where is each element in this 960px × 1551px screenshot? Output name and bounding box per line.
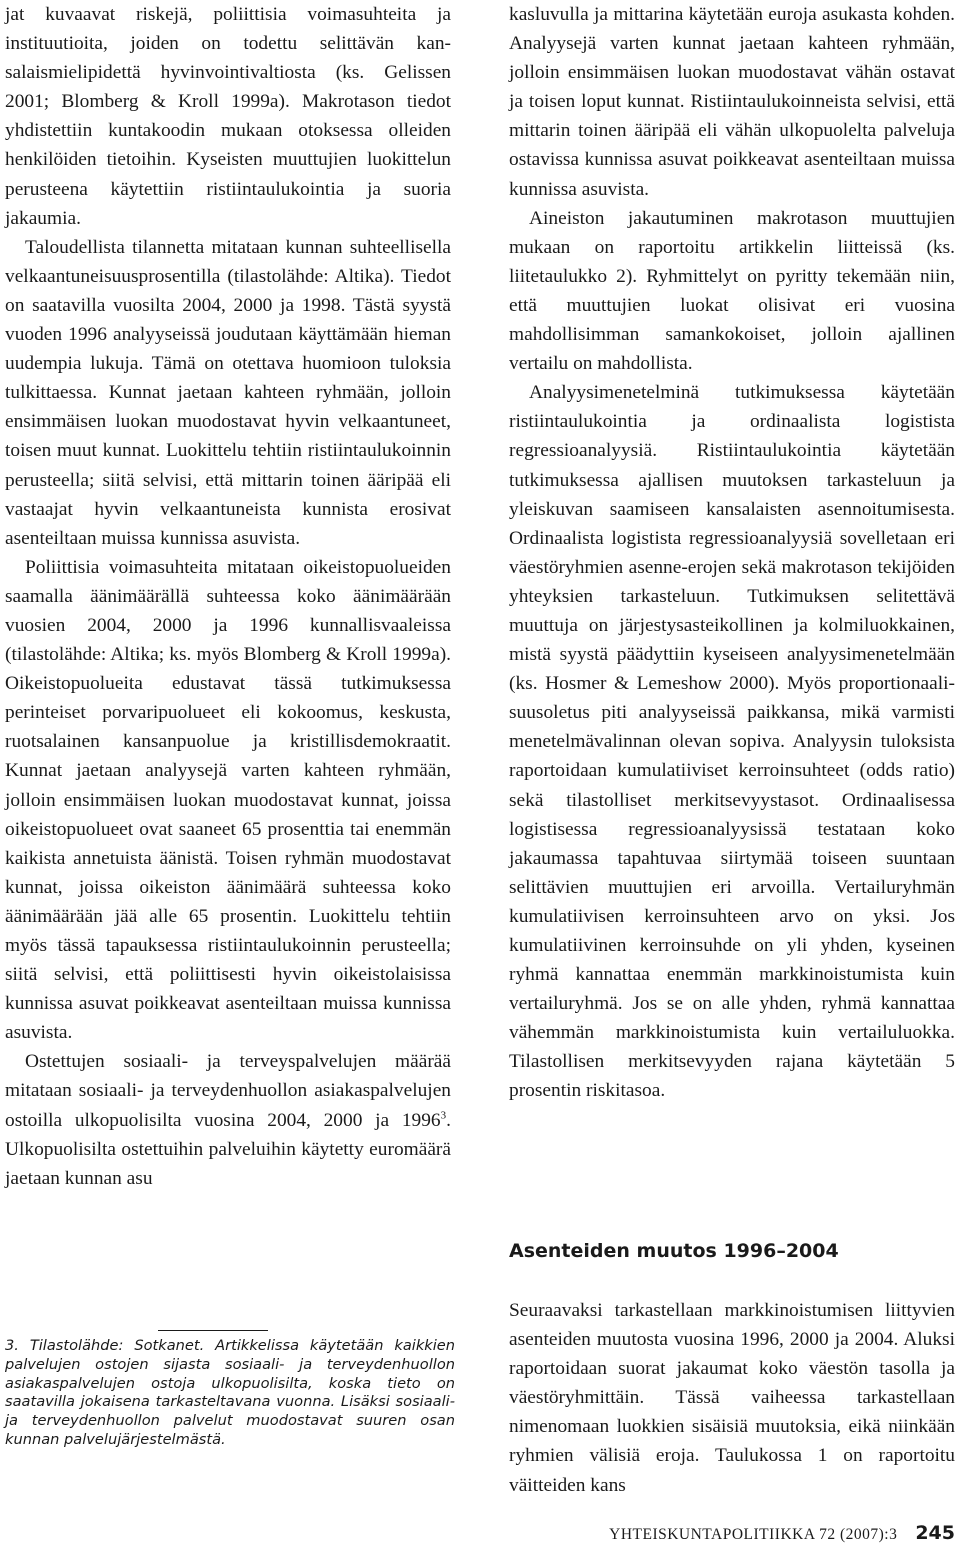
footnote-number: 3. [5, 1337, 19, 1354]
footnote-divider [158, 1330, 268, 1331]
page-number: 245 [915, 1522, 955, 1544]
right-column-section [509, 1296, 955, 1500]
paragraph: Seuraavaksi tarkastellaan markkinoistumisen liittyvien asenteiden muutosta vuosina 1996, 2000 ja 2004. Aluksi raportoidaan suorat jakaumat koko väestön tasolla ja väestöryhmittäin. Tässä vaiheessa tarkastellaan nimenomaan luokkien sisäisiä muutoksia, eikä niinkään ryhmien välisiä eroja. Taulukossa 1 on raportoitu väitteiden kans [509, 1300, 955, 1496]
footnote-text: Tilastolähde: Sotkanet. Artikkelissa käytetään kaikkien palvelujen ostojen sijasta sosiaali- ja terveydenhuollon asiakaspalvelujen ostoja ulkopuolisilta, koska tieto on saatavilla jokaisena tarkasteltavana vuonna. Lisäksi sosiaali- ja terveydenhuollon palvelut muodostavat suuren osan kunnan palvelujärjestelmästä. [5, 1337, 456, 1448]
journal-name: YHTEISKUNTAPOLITIIKKA 72 (2007):3 [609, 1526, 898, 1543]
section-heading: Asenteiden muutos 1996–2004 [509, 1240, 839, 1262]
paragraph: kasluvulla ja mittarina käytetään euroja asukasta kohden. Analyysejä varten kunnat jaetaan kahteen ryhmään, jolloin ensimmäisen luokan muodostavat vähän ostavat ja toisen loput kunnat. Ristiintaulukoinneista selvisi, että mittarin toinen ääripää eli vähän ulkopuolelta palveluja ostavissa kunnissa asuvat poikkeavat asenteiltaan muissa kunnissa asuvista. [509, 4, 955, 200]
paragraph: jat kuvaavat riskejä, poliittisia voimasuhteita ja instituutioita, joiden on todettu selittävän kansalaismielipidettä hyvinvointivaltiosta (ks. Gelissen 2001; Blomberg & Kroll 1999a). Makrotason tiedot yhdistettiin kuntakoodin mukaan otoksessa olleiden henkilöiden tietoihin. Kyseisten muuttujien luokittelun perusteena käytettiin ristiintaulukointia ja suoria jakaumia. [5, 4, 451, 229]
paragraph: Taloudellista tilannetta mitataan kunnan suhteellisella velkaantuneisuusprosentilla (tilastolähde: Altika). Tiedot on saatavilla vuosilta 2004, 2000 ja 1998. Tästä syystä vuoden 1996 analyyseissä joudutaan käyttämään hieman uudempia lukuja. Tämä on otettava huomioon tuloksia tulkittaessa. Kunnat jaetaan kahteen ryhmään, jolloin ensimmäisen luokan muodostavat hyvin velkaantuneet, toisen muut kunnat. Luokittelu tehtiin ristiintaulukoinnin perusteella; siitä selvisi, että mittarin toinen ääripää eli vastaajat hyvin velkaantuneista kunnista erosivat asenteiltaan muissa kunnissa asuvista. [5, 236, 451, 549]
right-column [509, 0, 955, 1106]
footnote [5, 1337, 455, 1450]
paragraph-text: Ostettujen sosiaali- ja terveyspalvelujen määrää mitataan sosiaali- ja terveydenhuollon asiakaspalvelujen ostoilla ulkopuolisilta vuosina 2004, 2000 ja 1996 [5, 1051, 451, 1131]
paragraph-text: . Ulkopuolisilta ostettuihin palveluihin käytetty euromäärä jaetaan kunnan asu [5, 1109, 451, 1189]
footnote-reference[interactable]: 3 [440, 1109, 447, 1122]
paragraph: Aineiston jakautuminen makrotason muuttujien mukaan on raportoitu artikkelin liitteissä (ks. liitetaulukko 2). Ryhmittelyt on pyritty tekemään niin, että muuttujien luokat olisivat eri vuosina mahdollisimman samankokoiset, jolloin ajallinen vertailu on mahdollista. [509, 207, 955, 375]
paragraph [5, 1047, 451, 1192]
paragraph: Analyysimenetelminä tutkimuksessa käytetään ristiintaulukointia ja ordinaalista logistista regressioanalyysiä. Ristiintaulukointia käytetään tutkimuksessa ajallisen muutoksen tarkasteluun ja yleiskuvan saamiseen kansalaisten asennoitumisesta. Ordinaalista logistista regressioanalyysiä sovelletaan eri väestöryhmien asenne-erojen sekä makrotason tekijöiden yhteyksien tarkasteluun. Tutkimuksen selitettävä muuttuja on järjestysasteikollinen ja kolmiluokkainen, mistä syystä päädyttiin kyseiseen analyysimenetelmään (ks. Hosmer & Lemeshow 2000). Myös proportionaalisuusoletus piti analyyseissä paikkansa, mikä varmisti menetelmävalinnan olevan sopiva. Analyysin tuloksista raportoidaan kumulatiiviset kerroinsuhteet (odds ratio) sekä tilastolliset merkitsevyystasot. Ordinaalisessa logistisessa regressioanalyysissä testataan koko jakaumassa tapahtuvaa siirtymää toiseen suuntaan selittävien muuttujien eri arvoilla. Vertailuryhmän kumulatiivisen kerroinsuhteen arvo on yksi. Jos kumulatiivinen kerroinsuhde on yli yhden, kyseinen ryhmä kannattaa enemmän markkinoistumista kuin vertailuryhmä. Jos se on alle yhden, ryhmä kannattaa vähemmän markkinoistumista kuin vertailuluokka. Tilastollisen merkitsevyyden rajana käytetään 5 prosentin riskitasoa. [509, 382, 955, 1102]
page-footer [570, 1522, 955, 1544]
paragraph: Poliittisia voimasuhteita mitataan oikeistopuolueiden saamalla äänimäärällä suhteessa koko äänimäärään vuosien 2004, 2000 ja 1996 kunnallisvaaleissa (tilastolähde: Altika; ks. myös Blomberg & Kroll 1999a). Oikeistopuolueita edustavat tässä tutkimuksessa perinteiset porvaripuolueet eli kokoomus, keskusta, ruotsalainen kansanpuolue ja kristillisdemokraatit. Kunnat jaetaan analyysejä varten kahteen ryhmään, jolloin ensimmäisen luokan muodostavat kunnat, joissa oikeistopuolueet ovat saaneet 65 prosenttia tai enemmän kaikista annetuista äänistä. Toisen ryhmän muodostavat kunnat, joissa oikeiston äänimäärä suhteessa koko äänimäärään jää alle 65 prosentin. Luokittelu tehtiin myös tässä tapauksessa ristiintaulukoinnin perusteella; siitä selvisi, että poliittisesti hyvin oikeistolaisissa kunnissa asuvat poikkeavat asenteiltaan muissa kunnissa asuvista. [5, 556, 451, 1044]
left-column [5, 0, 451, 1193]
